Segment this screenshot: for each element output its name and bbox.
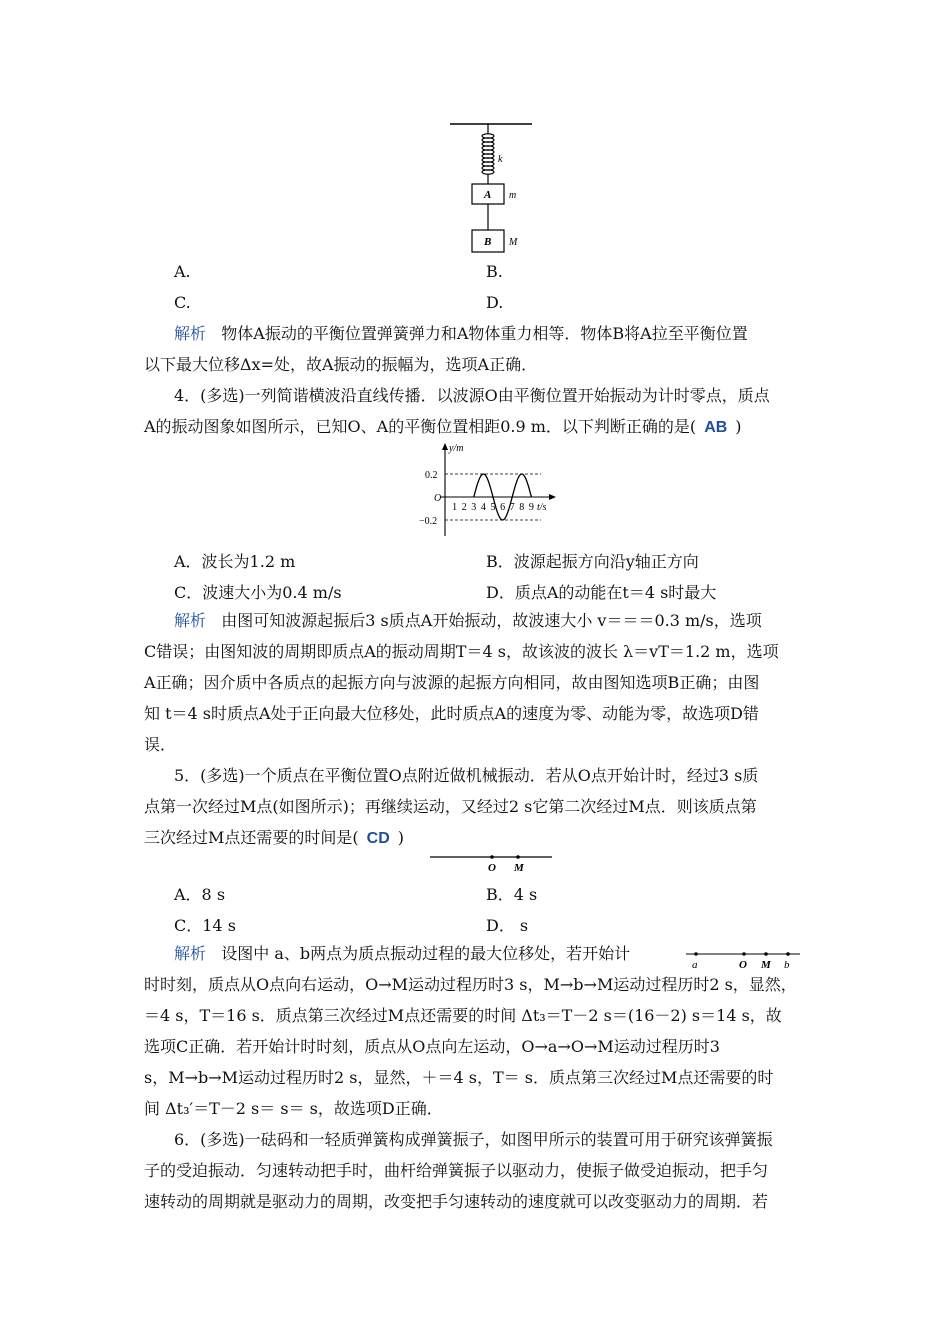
q5-stem-line2: 点第一次经过M点(如图所示)；再继续运动，又经过2 s它第二次经过M点．则该质点第 bbox=[144, 797, 757, 816]
jiexi-label: 解析 bbox=[174, 944, 207, 963]
q5-stem-line1: 5．(多选)一个质点在平衡位置O点附近做机械振动．若从O点开始计时，经过3 s质 bbox=[174, 766, 759, 785]
q4-explanation-line4: 知 t＝4 s时质点A处于正向最大位移处，此时质点A的速度为零、动能为零，故选项D错 bbox=[144, 704, 759, 723]
q5-explanation-line5: s，M→b→M运动过程历时2 s，显然，＋＝4 s，T＝ s．质点第三次经过M点还需要的时 bbox=[144, 1068, 774, 1087]
q4-stem-line2: A的振动图象如图所示，已知O、A的平衡位置相距0.9 m．以下判断正确的是( AB ) bbox=[144, 417, 742, 436]
q4-option-a: A．波长为1.2 m bbox=[174, 552, 296, 571]
q4-stem-line1: 4．(多选)一列简谐横波沿直线传播．以波源O由平衡位置开始振动为计时零点，质点 bbox=[174, 386, 770, 405]
q4-explanation-line3: A正确；因介质中各质点的起振方向与波源的起振方向相同，故由图知选项B正确；由图 bbox=[144, 673, 760, 692]
x-axis-label: t/s bbox=[537, 502, 547, 513]
q4-explanation-line5: 误． bbox=[144, 735, 177, 754]
q5-answer: CD bbox=[366, 830, 390, 847]
mass-M-label: M bbox=[509, 237, 518, 248]
origin-label: O bbox=[434, 493, 442, 504]
x-tick-label: 8 bbox=[519, 502, 525, 513]
q5-option-c: C．14 s bbox=[174, 916, 236, 935]
q5-explanation-line1: 解析 设图中 a、b两点为质点振动过程的最大位移处，若开始计 bbox=[174, 944, 631, 963]
y-axis-arrow bbox=[442, 443, 448, 450]
q5-option-b: B．4 s bbox=[486, 885, 538, 904]
y-axis-label: y/m bbox=[449, 443, 464, 454]
q4-option-b: B．波源起振方向沿y轴正方向 bbox=[486, 552, 699, 571]
om-line-figure bbox=[428, 852, 558, 876]
x-axis-arrow bbox=[549, 494, 556, 500]
q5-option-a: A．8 s bbox=[174, 885, 226, 904]
x-tick-label: 3 bbox=[471, 502, 477, 513]
q5-stem-line3: 三次经过M点还需要的时间是( CD ) bbox=[144, 828, 404, 847]
x-tick-label: 4 bbox=[480, 502, 486, 513]
spring-k-label: k bbox=[498, 154, 503, 165]
q4-option-c: C．波速大小为0.4 m/s bbox=[174, 583, 342, 602]
block-b-label: B bbox=[484, 236, 492, 248]
q4-explanation-line1: 解析 由图可知波源起振后3 s质点A开始振动，故波速大小 v＝＝＝0.3 m/s，选项 bbox=[174, 611, 762, 630]
vibration-graph bbox=[405, 440, 580, 540]
q6-stem-line2: 子的受迫振动．匀速转动把手时，曲杆给弹簧振子以驱动力，使振子做受迫振动，把手匀 bbox=[144, 1161, 769, 1180]
q3-option-c: C. bbox=[174, 293, 191, 312]
q6-stem-line1: 6．(多选)一砝码和一轻质弹簧构成弹簧振子，如图甲所示的装置可用于研究该弹簧振 bbox=[174, 1130, 773, 1149]
q5-explanation-line3: ＝4 s，T＝16 s．质点第三次经过M点还需要的时间 Δt₃＝T－2 s＝(16－2) s＝14 s，故 bbox=[144, 1006, 782, 1025]
q4-answer: AB bbox=[704, 419, 728, 436]
q6-stem-line3: 速转动的周期就是驱动力的周期，改变把手匀速转动的速度就可以改变驱动力的周期．若 bbox=[144, 1192, 769, 1211]
q3-option-a: A. bbox=[174, 262, 191, 281]
q3-explanation-line1: 解析 物体A振动的平衡位置弹簧弹力和A物体重力相等．物体B将A拉至平衡位置 bbox=[174, 324, 748, 343]
x-tick-label: 6 bbox=[500, 502, 506, 513]
q5-option-d: D． s bbox=[486, 916, 529, 935]
q4-option-d: D．质点A的动能在t＝4 s时最大 bbox=[486, 583, 717, 602]
point-a-label: a bbox=[692, 959, 698, 971]
spring-mass-figure bbox=[440, 118, 560, 258]
point-m2-label: M bbox=[761, 959, 771, 971]
q3-option-d: D. bbox=[486, 293, 504, 312]
q5-explanation-line6: 间 Δt₃′＝T－2 s＝ s＝ s，故选项D正确． bbox=[144, 1099, 443, 1118]
mass-m-label: m bbox=[509, 190, 517, 201]
q5-explanation-line4: 选项C正确．若开始计时时刻，质点从O点向左运动，O→a→O→M运动过程历时3 bbox=[144, 1037, 720, 1056]
point-o-label: O bbox=[488, 862, 496, 874]
point-o2-label: O bbox=[739, 959, 747, 971]
q3-explanation-line2: 以下最大位移Δx=处，故A振动的振幅为，选项A正确． bbox=[144, 355, 538, 374]
point-m-label: M bbox=[514, 862, 524, 874]
q4-explanation-line2: C错误；由图知波的周期即质点A的振动周期T＝4 s，故该波的波长 λ＝vT＝1.2 m，选项 bbox=[144, 642, 779, 661]
jiexi-label: 解析 bbox=[174, 324, 207, 343]
y-tick-negative: −0.2 bbox=[419, 516, 438, 527]
aomb-line-figure bbox=[684, 946, 804, 972]
x-tick-label: 2 bbox=[461, 502, 467, 513]
x-tick-label: 1 bbox=[452, 502, 458, 513]
y-tick-positive: 0.2 bbox=[425, 470, 438, 481]
point-b-label: b bbox=[784, 959, 790, 971]
q5-explanation-line2: 时时刻，质点从O点向右运动，O→M运动过程历时3 s，M→b→M运动过程历时2 s，显然， bbox=[144, 975, 797, 994]
x-tick-label: 9 bbox=[528, 502, 534, 513]
block-a-label: A bbox=[484, 189, 492, 201]
x-tick-label: 7 bbox=[509, 502, 515, 513]
x-tick-label: 5 bbox=[490, 502, 496, 513]
q3-option-b: B. bbox=[486, 262, 503, 281]
jiexi-label: 解析 bbox=[174, 611, 207, 630]
